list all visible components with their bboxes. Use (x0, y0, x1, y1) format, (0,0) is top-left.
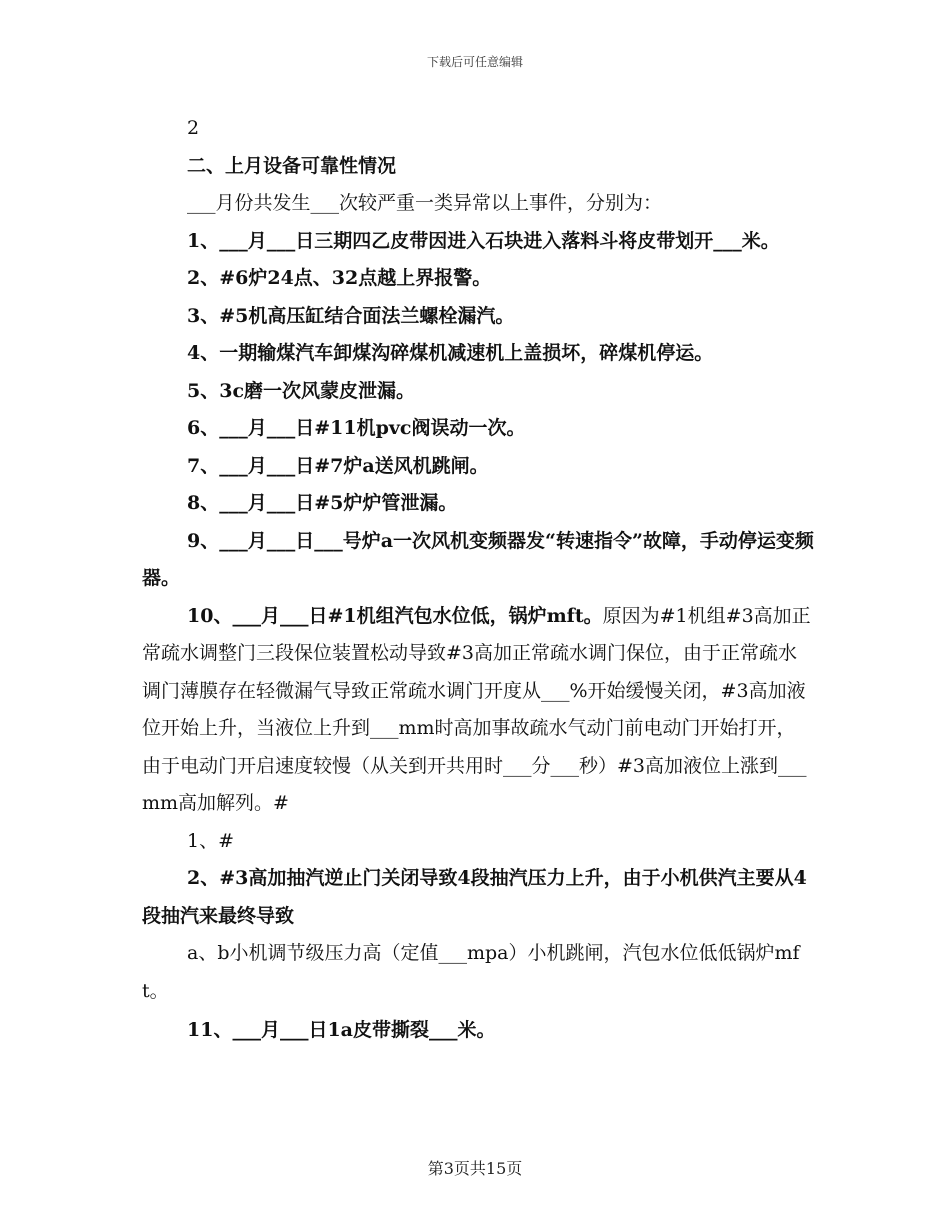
sub-item-1: 1、# (187, 829, 235, 852)
sub-item-2-result: a、b小机调节级压力高（定值___mpa）小机跳闸，汽包水位低低锅炉mft。 (142, 942, 800, 1002)
event-item-9: 9、___月___日___号炉a一次风机变频器发“转速指令”故障，手动停运变频器。 (142, 529, 814, 589)
page-header: 下载后可任意编辑 (426, 55, 523, 69)
sub-item-2: 2、#3高加抽汽逆止门关闭导致4段抽汽压力上升，由于小机供汽主要从4段抽汽来最终导致 (142, 867, 807, 927)
event-item-11: 11、___月___日1a皮带撕裂___米。 (187, 1019, 496, 1041)
page-footer: 第3页共15页 (427, 1159, 523, 1178)
summary-paragraph: ___月份共发生___次较严重一类异常以上事件，分别为： (187, 192, 663, 214)
event-item-10 (142, 598, 814, 823)
event-item-6: 6、___月___日#11机pvc阀误动一次。 (187, 417, 526, 439)
event-item-2: 2、#6炉24点、32点越上界报警。 (187, 267, 492, 289)
event-item-3: 3、#5机高压缸结合面法兰螺栓漏汽。 (187, 304, 515, 327)
section-heading: 二、上月设备可靠性情况 (187, 154, 397, 177)
event-item-1: 1、___月___日三期四乙皮带因进入石块进入落料斗将皮带划开___米。 (187, 229, 780, 252)
event-item-8: 8、___月___日#5炉炉管泄漏。 (187, 492, 458, 514)
event-item-7: 7、___月___日#7炉a送风机跳闸。 (187, 454, 489, 477)
page-number-line: 2 (187, 117, 200, 139)
document-body (142, 110, 814, 1050)
event-item-10-title: 10、___月___日#1机组汽包水位低，锅炉mft。 (187, 604, 603, 627)
event-item-10-detail: 原因为#1机组#3高加正常疏水调整门三段保位装置松动导致#3高加正常疏水调门保位，由于正常疏水调门薄膜存在轻微漏气导致正常疏水调门开度从___%开始缓慢关闭，#3高加液位开始上升，当液位上升到___mm时高加事故疏水气动门前电动门开始打开，由于电动门开启速度较慢（从关到开共用时___分___秒）#3高加液位上涨到___mm高加解列。# (142, 604, 811, 814)
event-item-5: 5、3c磨一次风蒙皮泄漏。 (187, 379, 416, 402)
event-item-4: 4、一期输煤汽车卸煤沟碎煤机减速机上盖损坏，碎煤机停运。 (187, 342, 714, 364)
